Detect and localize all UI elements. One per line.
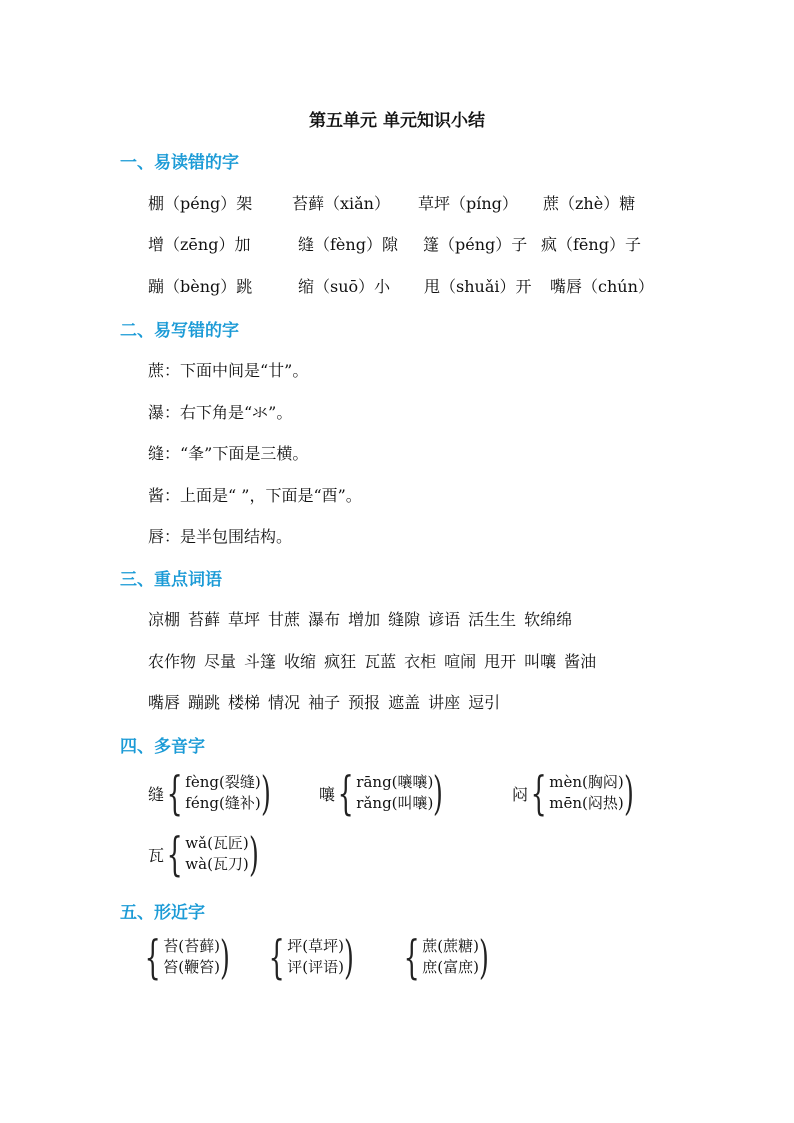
- left-brace: {: [337, 766, 354, 820]
- polyphone-group: [148, 827, 259, 881]
- word-row: [148, 649, 604, 672]
- word: 袖子: [308, 693, 341, 712]
- right-brace: ): [623, 766, 634, 820]
- similar-char-group: [401, 930, 489, 984]
- left-brace: {: [403, 930, 420, 984]
- section-heading-miswrite: 二、易写错的字: [120, 321, 239, 341]
- reading: fèng(裂缝): [185, 773, 261, 791]
- reading: wǎ(瓦匠): [185, 834, 249, 852]
- misread-item: 嘴唇（chún）: [550, 277, 654, 296]
- word: 遮盖: [388, 693, 421, 712]
- right-brace: ): [344, 930, 354, 984]
- section-heading-polyphones: 四、多音字: [120, 737, 205, 757]
- word: 情况: [268, 693, 301, 712]
- misread-item: 缝（fèng）隙: [298, 235, 398, 254]
- misread-item: 甩（shuǎi）开: [424, 277, 532, 296]
- misread-item: 缩（suō）小: [298, 277, 391, 296]
- section-heading-similar-chars: 五、形近字: [120, 903, 205, 923]
- word: 楼梯: [228, 693, 261, 712]
- right-brace: ): [260, 766, 271, 820]
- word: 苔藓: [188, 610, 221, 629]
- similar-char: 苔(苔藓): [163, 937, 220, 955]
- word: 甩开: [484, 652, 517, 671]
- polyphone-group: [319, 766, 444, 820]
- misread-item: 篷（péng）子: [423, 235, 528, 254]
- similar-char: 坪(草坪): [287, 937, 344, 955]
- reading: féng(缝补): [185, 794, 261, 812]
- word: 喧闹: [444, 652, 477, 671]
- left-brace: {: [166, 766, 183, 820]
- section-heading-misread: 一、易读错的字: [120, 153, 239, 173]
- similar-char-group: [266, 930, 354, 984]
- section-heading-key-words: 三、重点词语: [120, 570, 222, 590]
- word: 甘蔗: [268, 610, 301, 629]
- word-row: [148, 690, 508, 713]
- polyphone-char: 嚷: [319, 784, 336, 804]
- reading: rāng(嚷嚷): [356, 773, 434, 791]
- word: 农作物: [148, 652, 197, 671]
- page-title: 第五单元 单元知识小结: [309, 111, 485, 131]
- word: 讲座: [428, 693, 461, 712]
- similar-char: 庶(富庶): [422, 958, 479, 976]
- similar-char-group: [142, 930, 230, 984]
- misread-item: 草坪（píng）: [418, 194, 518, 213]
- polyphone-group: [148, 766, 271, 820]
- word: 瀑布: [308, 610, 341, 629]
- word: 增加: [348, 610, 381, 629]
- miswrite-note: 蔗：下面中间是“廿”。: [148, 361, 309, 380]
- misread-item: 蔗（zhè）糖: [543, 194, 636, 213]
- right-brace: ): [220, 930, 230, 984]
- word: 瓦蓝: [364, 652, 397, 671]
- left-brace: {: [530, 766, 547, 820]
- word: 收缩: [284, 652, 317, 671]
- right-brace: ): [248, 827, 259, 881]
- polyphone-group: [512, 766, 634, 820]
- right-brace: ): [433, 766, 444, 820]
- word: 草坪: [228, 610, 261, 629]
- misread-item: 蹦（bèng）跳: [148, 277, 253, 296]
- similar-char: 评(评语): [287, 958, 344, 976]
- polyphone-char: 瓦: [148, 845, 165, 865]
- reading: mēn(闷热): [549, 794, 624, 812]
- word: 谚语: [428, 610, 461, 629]
- word: 凉棚: [148, 610, 181, 629]
- word: 预报: [348, 693, 381, 712]
- word: 衣柜: [404, 652, 437, 671]
- word-row: [148, 607, 580, 630]
- polyphone-char: 缝: [148, 784, 165, 804]
- misread-item: 增（zēng）加: [148, 235, 251, 254]
- similar-char: 笞(鞭笞): [163, 958, 220, 976]
- left-brace: {: [166, 827, 183, 881]
- word: 蹦跳: [188, 693, 221, 712]
- misread-item: 棚（péng）架: [148, 194, 253, 213]
- right-brace: ): [479, 930, 489, 984]
- word: 酱油: [564, 652, 597, 671]
- similar-char: 蔗(蔗糖): [422, 937, 479, 955]
- word: 斗篷: [244, 652, 277, 671]
- reading: mèn(胸闷): [549, 773, 624, 791]
- word: 逗引: [468, 693, 501, 712]
- miswrite-note: 唇：是半包围结构。: [148, 527, 293, 546]
- word: 缝隙: [388, 610, 421, 629]
- word: 活生生: [468, 610, 517, 629]
- left-brace: {: [268, 930, 285, 984]
- miswrite-note: 酱：上面是“ ”，下面是“酉”。: [148, 486, 362, 505]
- word: 嘴唇: [148, 693, 181, 712]
- misread-item: 苔藓（xiǎn）: [292, 194, 390, 213]
- left-brace: {: [144, 930, 161, 984]
- miswrite-note: 缝：“夆”下面是三横。: [148, 444, 309, 463]
- polyphone-char: 闷: [512, 784, 529, 804]
- word: 疯狂: [324, 652, 357, 671]
- misread-item: 疯（fēng）子: [541, 235, 641, 254]
- reading: wà(瓦刀): [185, 855, 249, 873]
- reading: rǎng(叫嚷): [356, 794, 434, 812]
- miswrite-note: 瀑：右下角是“氺”。: [148, 403, 293, 422]
- word: 叫嚷: [524, 652, 557, 671]
- word: 软绵绵: [524, 610, 573, 629]
- word: 尽量: [204, 652, 237, 671]
